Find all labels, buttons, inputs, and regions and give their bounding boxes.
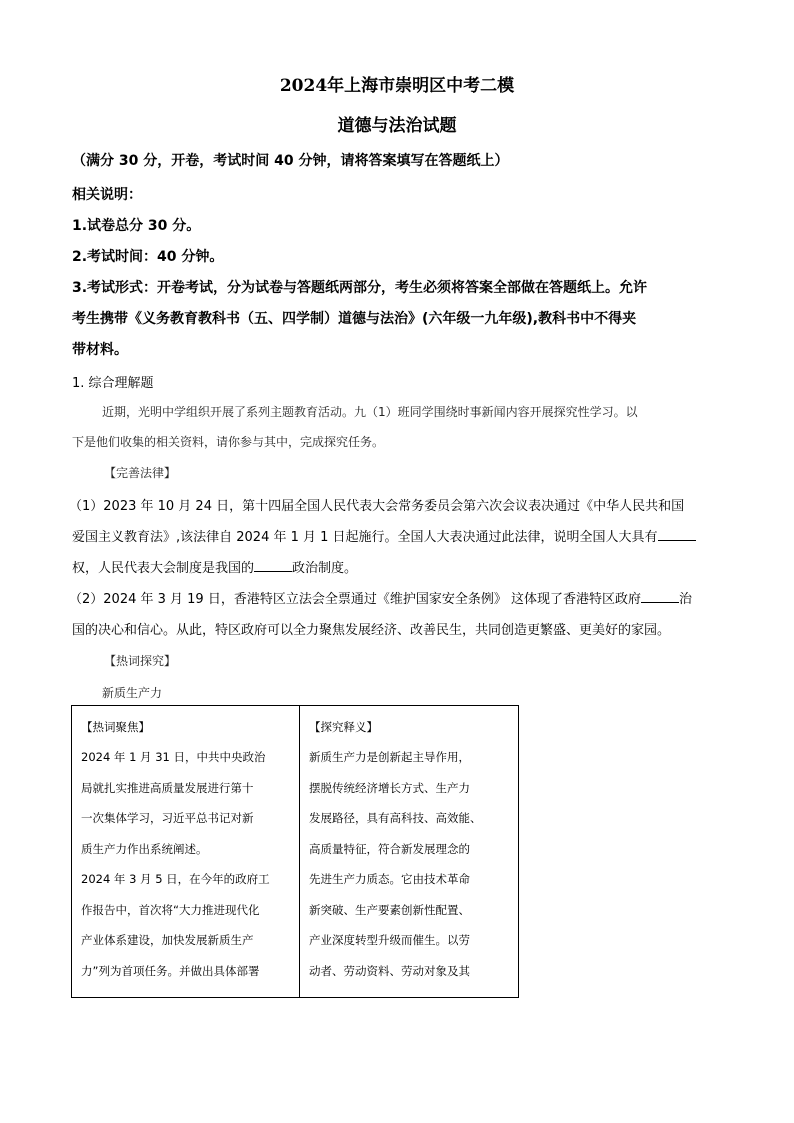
keyword-explain-line: 新突破、生产要素创新性配置、: [309, 902, 470, 917]
keyword-focus-line: 产业体系建设，加快发展新质生产: [81, 933, 254, 947]
section-title-keyword: 【热词探究】: [104, 654, 177, 668]
answer-blank[interactable]: [254, 559, 292, 572]
keyword-focus-line: 2024 年 1 月 31 日，中共中央政治: [81, 750, 266, 764]
exam-title: 2024年上海市崇明区中考二模: [279, 76, 515, 96]
question-intro-2: 下是他们收集的相关资料，请你参与其中，完成探究任务。: [72, 435, 385, 449]
question-1-line-3: [72, 557, 357, 576]
question-1-line-2: [72, 526, 696, 545]
answer-blank[interactable]: [641, 590, 679, 603]
question-1-line-1: （1）2023 年 10 月 24 日，第十四届全国人民代表大会常务委员会第六次会议表决通过《中华人民共和国: [69, 499, 685, 514]
question-2-line-2: 国的决心和信心。从此，特区政府可以全力聚焦发展经济、改善民生，共同创造更繁盛、更美好的家园。: [72, 623, 671, 638]
keyword-focus-cell: [72, 706, 300, 998]
keyword-explain-line: 发展路径，具有高科技、高效能、: [309, 811, 482, 825]
keyword-focus-line: 一次集体学习，习近平总书记对新: [81, 811, 254, 825]
question-2-line-1: [69, 588, 692, 607]
notes-item-format-1: 3.考试形式：开卷考试，分为试卷与答题纸两部分，考生必须将答案全部做在答题纸上。允许: [72, 280, 648, 296]
answer-blank[interactable]: [658, 528, 696, 541]
notes-heading: 相关说明：: [72, 187, 142, 203]
keyword-focus-header: 【热词聚焦】: [81, 720, 150, 734]
keyword-table: [71, 705, 519, 998]
notes-item-score: 1.试卷总分 30 分。: [72, 218, 201, 234]
notes-item-format-2: 考生携带《义务教育教科书（五、四学制）道德与法治》(六年级一九年级),教科书中不得夹: [72, 311, 637, 327]
keyword-focus-line: 质生产力作出系统阐述。: [81, 841, 208, 856]
question-1-text: 爱国主义教育法》,该法律自 2024 年 1 月 1 日起施行。全国人大表决通过此法律，说明全国人大具有: [72, 530, 658, 545]
question-heading: 1. 综合理解题: [72, 376, 154, 391]
question-2-text: （2）2024 年 3 月 19 日，香港特区立法会全票通过《维护国家安全条例》 这体现了香港特区政府: [69, 592, 641, 607]
keyword-focus-line: 2024 年 3 月 5 日，在今年的政府工: [81, 872, 270, 886]
question-1-text: 政治制度。: [292, 561, 358, 576]
keyword-explain-line: 产业深度转型升级而催生。以劳: [309, 933, 470, 947]
keyword-explain-line: 动者、劳动资料、劳动对象及其: [309, 963, 470, 978]
question-1-text: 权，人民代表大会制度是我国的: [72, 561, 255, 576]
keyword-label: 新质生产力: [102, 686, 163, 700]
notes-item-time: 2.考试时间：40 分钟。: [72, 249, 224, 265]
notes-item-format-3: 带材料。: [72, 342, 128, 358]
keyword-explain-line: 摆脱传统经济增长方式、生产力: [309, 780, 470, 795]
keyword-focus-line: 力”列为首项任务。并做出具体部署: [81, 963, 260, 978]
exam-subtitle: 道德与法治试题: [337, 116, 457, 136]
keyword-focus-line: 局就扎实推进高质量发展进行第十: [81, 780, 254, 795]
question-2-text: 治: [678, 592, 692, 607]
keyword-explain-header: 【探究释义】: [309, 720, 378, 734]
keyword-focus-line: 作报告中，首次将“大力推进现代化: [81, 902, 260, 917]
keyword-explain-line: 先进生产力质态。它由技术革命: [309, 872, 470, 886]
keyword-explain-cell: [300, 706, 519, 998]
section-title-law: 【完善法律】: [104, 466, 177, 480]
question-intro-1: 近期，光明中学组织开展了系列主题教育活动。九（1）班同学围绕时事新闻内容开展探究性学习。以: [102, 405, 638, 419]
exam-info: （满分 30 分，开卷，考试时间 40 分钟，请将答案填写在答题纸上）: [72, 153, 509, 169]
keyword-explain-line: 高质量特征，符合新发展理念的: [309, 841, 470, 856]
keyword-explain-line: 新质生产力是创新起主导作用，: [309, 750, 470, 764]
